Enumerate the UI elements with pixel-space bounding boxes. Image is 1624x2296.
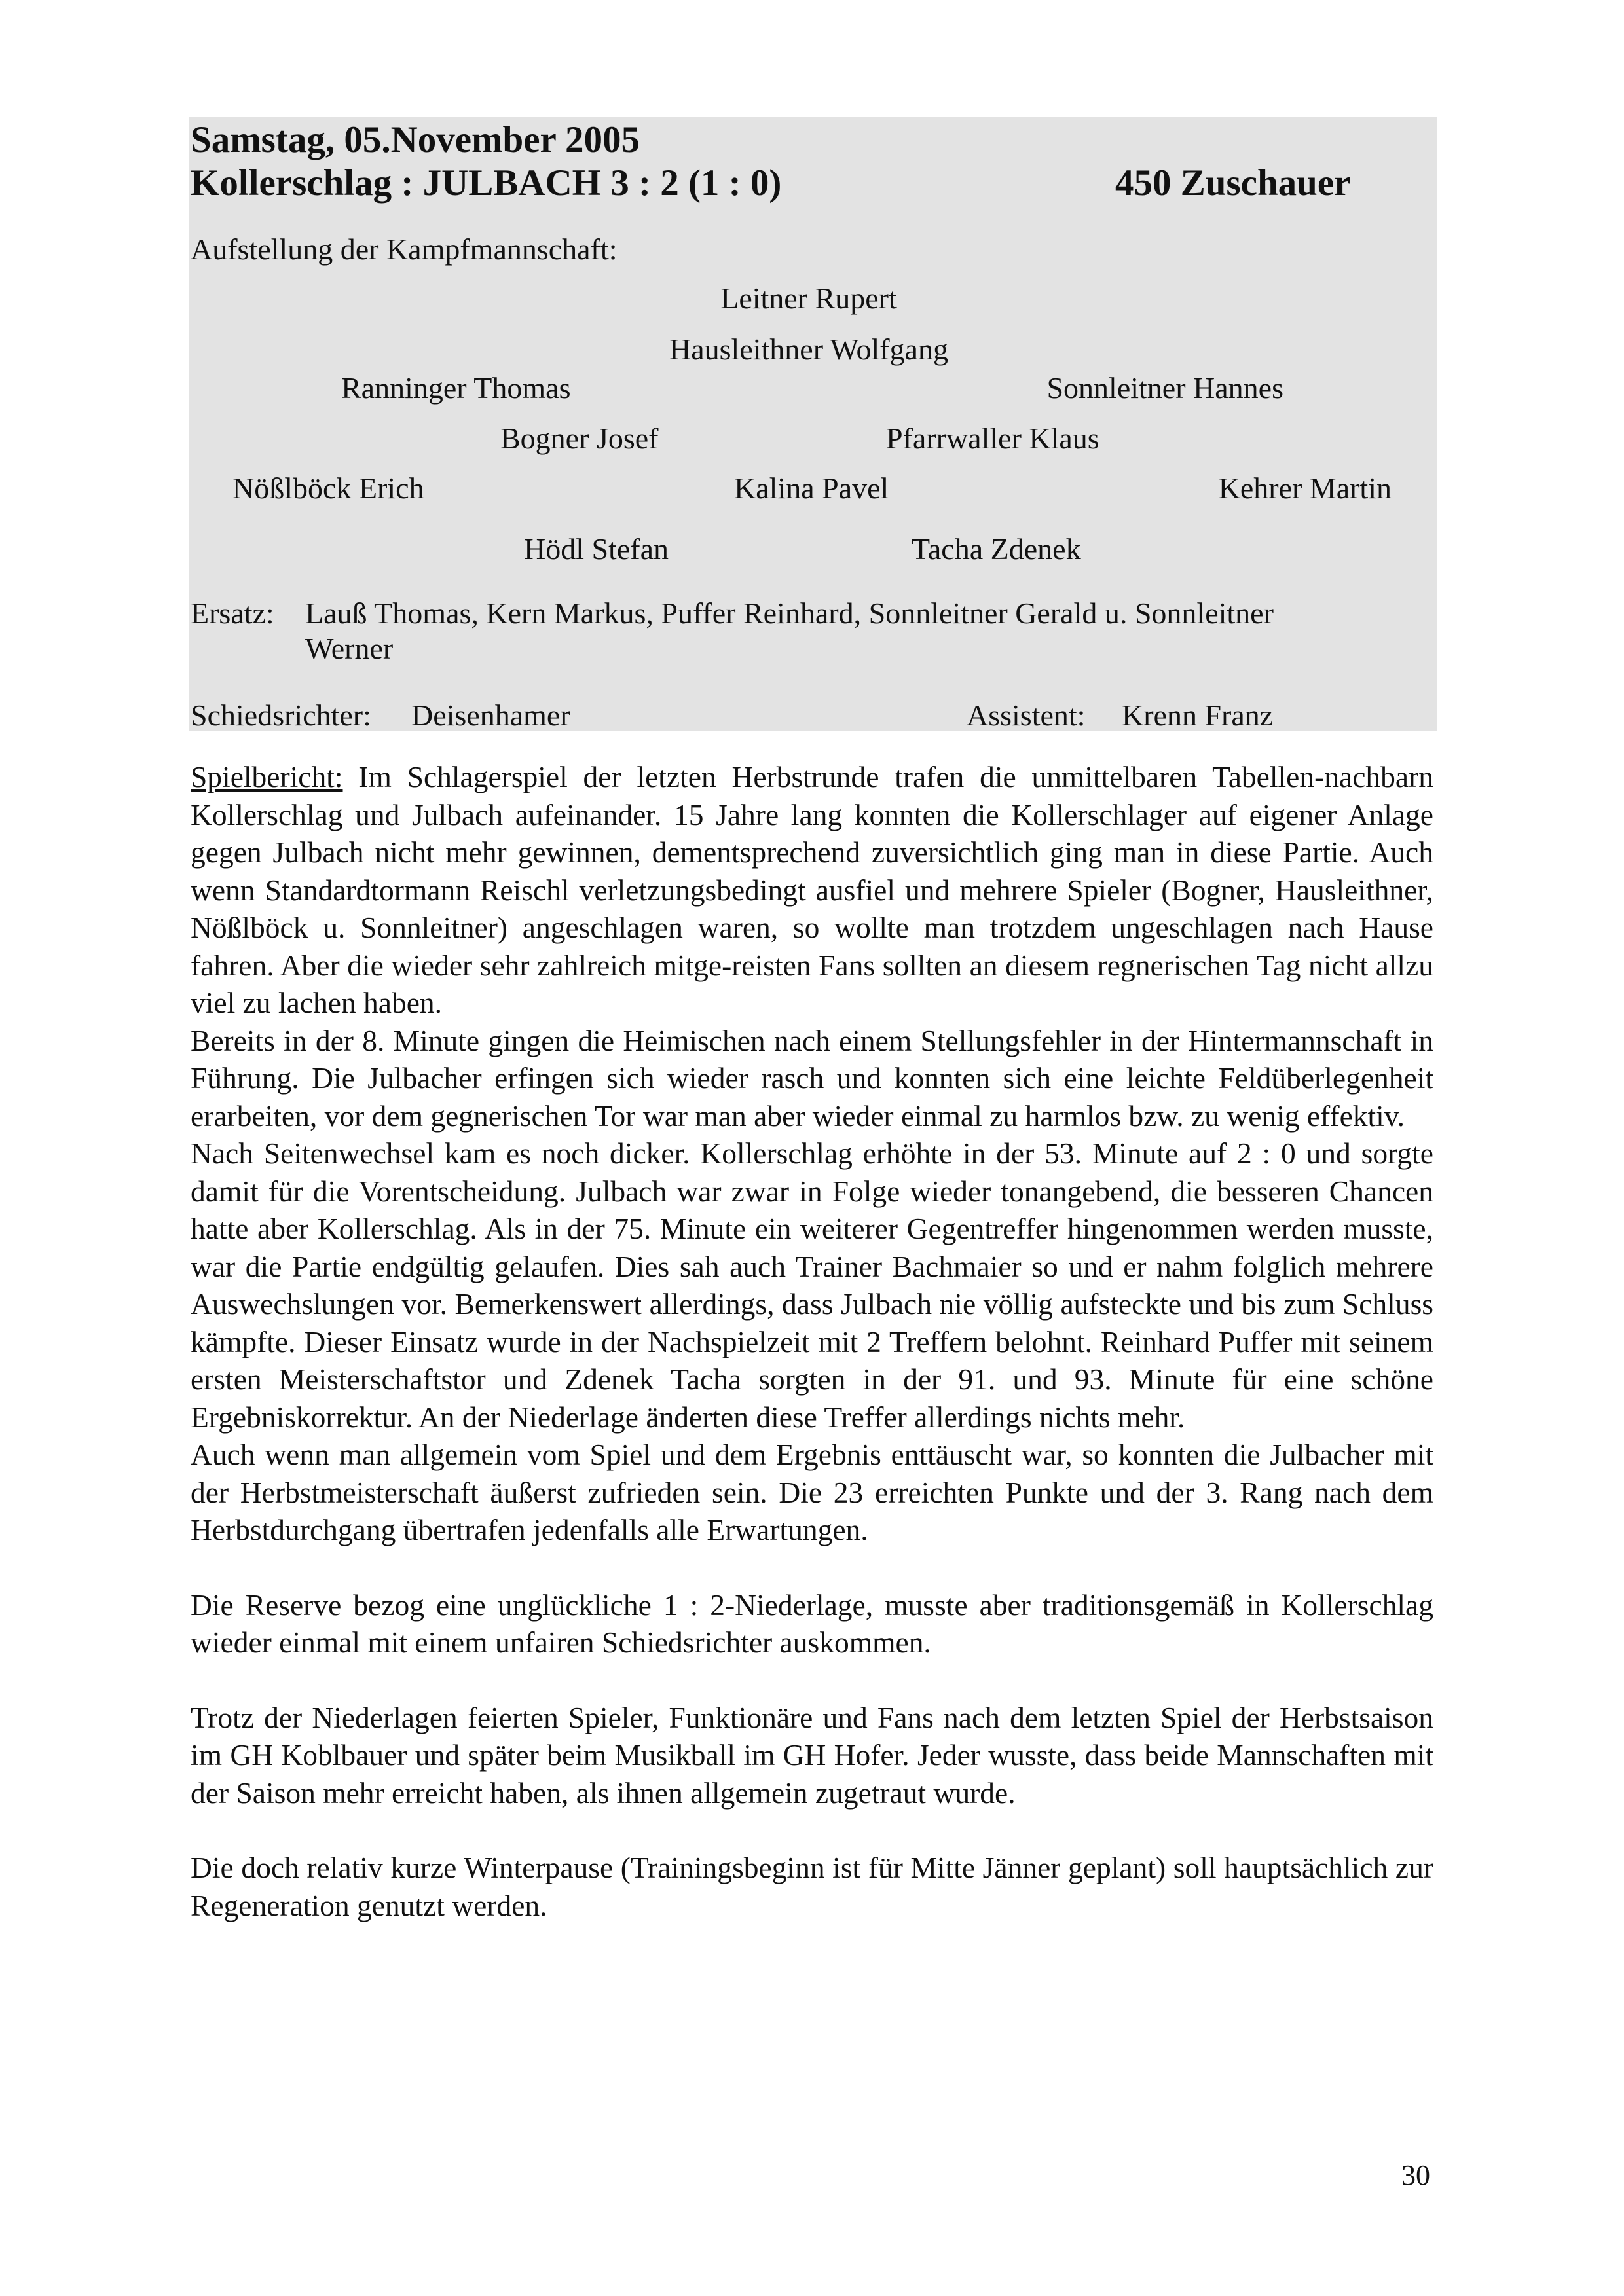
substitutes-line-1: Lauß Thomas, Kern Markus, Puffer Reinhard, Sonnleitner Gerald u. Sonnleitner xyxy=(305,596,1274,630)
page-number: 30 xyxy=(1401,2159,1430,2191)
player-defense-center: Hausleithner Wolfgang xyxy=(669,333,948,366)
substitutes-line-2: Werner xyxy=(305,632,394,665)
report-label: Spielbericht: xyxy=(191,760,343,793)
report-paragraph-2: Bereits in der 8. Minute gingen die Heimischen nach einem Stellungsfehler in der Hintermannschaft in Führung. Die Julbacher erfingen sich wieder rasch und konnten sich eine leichte Feldüberlegenheit erarbeiten, vor dem gegnerischen Tor war man aber wieder einmal zu harmlos bzw. zu wenig effektiv. xyxy=(191,1023,1433,1133)
player-midfield-center: Kalina Pavel xyxy=(734,471,889,505)
lineup-heading: Aufstellung der Kampfmannschaft: xyxy=(191,232,618,266)
assistant-name: Krenn Franz xyxy=(1122,699,1274,732)
report-intro-text: Im Schlagerspiel der letzten Herbstrunde trafen die unmittelbaren Tabellen-nachbarn Kollerschlag und Julbach aufeinander. 15 Jahre lang konnten die Kollerschlager auf eigener Anlage gegen Julbach nicht mehr gewinnen, dementsprechend zuversichtlich ging man in diese Partie. Auch wenn Standardtormann Reischl verletzungsbedingt ausfiel und mehrere Spieler (Bogner, Hausleithner, Nößlböck u. Sonnleitner) angeschlagen waren, so wollte man trotzdem ungeschlagen nach Hause fahren. Aber die wieder sehr zahlreich mitge-reisten Fans sollten an diesem regnerischen Tag nicht allzu viel zu lachen haben. xyxy=(191,760,1433,1019)
player-midfield-left: Nößlböck Erich xyxy=(232,471,424,505)
winter-break-paragraph: Die doch relativ kurze Winterpause (Trainingsbeginn ist für Mitte Jänner geplant) soll hauptsächlich zur Regeneration genutzt werden. xyxy=(191,1851,1433,1922)
report-paragraph-3: Nach Seitenwechsel kam es noch dicker. Kollerschlag erhöhte in der 53. Minute auf 2 : 0 und sorgte damit für die Vorentscheidung. Julbach war zwar in Folge wieder tonangebend, die besseren Chancen hatte aber Kollerschlag. Als in der 75. Minute ein weiterer Gegentreffer hingenommen werden musste, war die Partie endgültig gelaufen. Dies sah auch Trainer Bachmaier so und er nahm folglich mehrere Auswechslungen vor. Bemerkenswert allerdings, dass Julbach nie völlig aufsteckte und bis zum Schluss kämpfte. Dieser Einsatz wurde in der Nachspielzeit mit 2 Treffern belohnt. Reinhard Puffer mit seinem ersten Meisterschaftstor und Zdenek Tacha sorgten in der 91. und 93. Minute für eine schöne Ergebniskorrektur. An der Niederlage änderten diese Treffer allerdings nichts mehr. xyxy=(191,1137,1433,1434)
player-defense-mid-right: Pfarrwaller Klaus xyxy=(886,422,1099,455)
assistant-label: Assistent: xyxy=(967,699,1086,732)
match-report xyxy=(191,758,1433,1924)
substitutes-label: Ersatz: xyxy=(191,596,274,630)
report-paragraph-4: Auch wenn man allgemein vom Spiel und dem Ergebnis enttäuscht war, so konnten die Julbacher mit der Herbstmeisterschaft äußerst zufrieden sein. Die 23 erreichten Punkte und der 3. Rang nach dem Herbstdurchgang übertrafen jedenfalls alle Erwartungen. xyxy=(191,1438,1433,1546)
player-midfield-right: Kehrer Martin xyxy=(1218,471,1392,505)
reserve-paragraph: Die Reserve bezog eine unglückliche 1 : 2-Niederlage, musste aber traditionsgemäß in Kollerschlag wieder einmal mit einem unfairen Schiedsrichter auskommen. xyxy=(191,1588,1433,1659)
player-forward-right: Tacha Zdenek xyxy=(912,532,1081,566)
report-paragraph-intro xyxy=(191,758,1433,1022)
spectator-count: 450 Zuschauer xyxy=(1115,162,1351,204)
player-defense-right: Sonnleitner Hannes xyxy=(1046,371,1283,405)
match-date: Samstag, 05.November 2005 xyxy=(191,119,640,160)
referee-label: Schiedsrichter: xyxy=(191,699,371,732)
player-defense-left: Ranninger Thomas xyxy=(341,371,571,405)
player-defense-mid-left: Bogner Josef xyxy=(500,422,659,455)
celebration-paragraph: Trotz der Niederlagen feierten Spieler, Funktionäre und Fans nach dem letzten Spiel der Herbstsaison im GH Koblbauer und später beim Musikball im GH Hofer. Jeder wusste, dass beide Mannschaften mit der Saison mehr erreicht haben, als ihnen allgemein zugetraut wurde. xyxy=(191,1700,1433,1810)
referee-name: Deisenhamer xyxy=(411,699,570,732)
player-goalkeeper: Leitner Rupert xyxy=(720,282,897,315)
match-result: Kollerschlag : JULBACH 3 : 2 (1 : 0) xyxy=(191,162,782,204)
player-forward-left: Hödl Stefan xyxy=(524,532,669,566)
